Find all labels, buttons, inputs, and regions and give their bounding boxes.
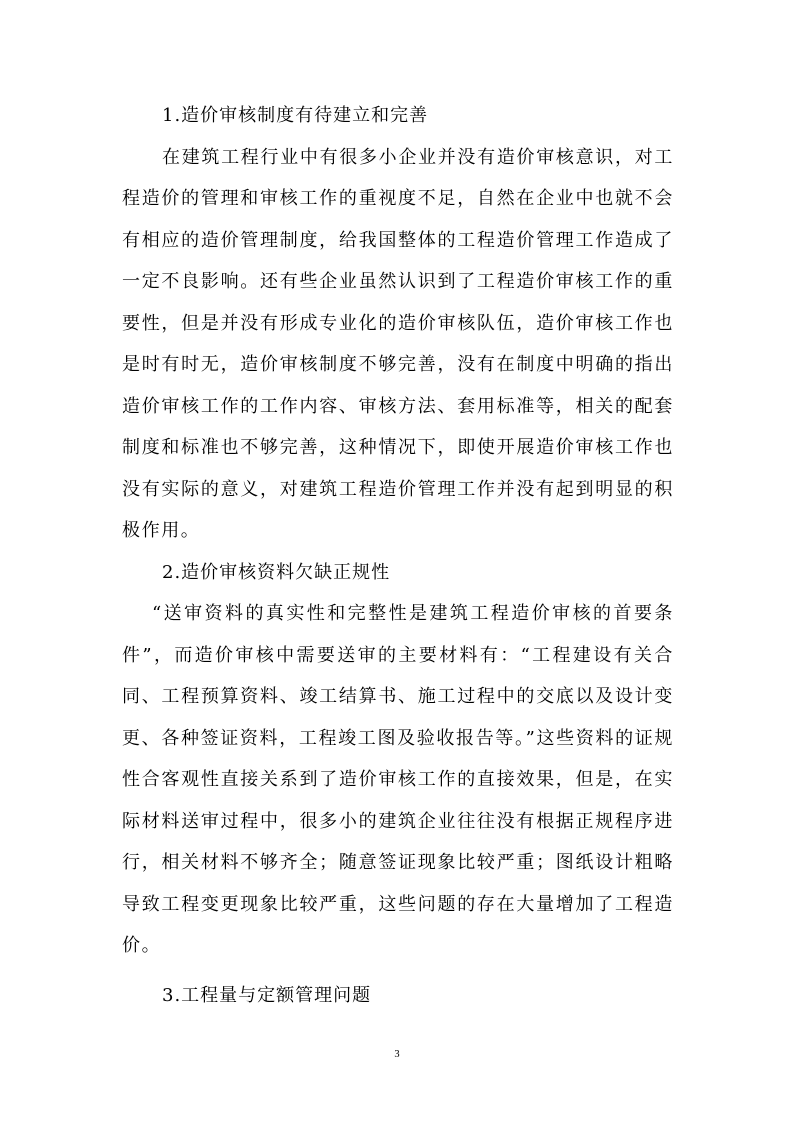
section-heading-1: 1.造价审核制度有待建立和完善: [162, 105, 429, 126]
section-heading-2: 2.造价审核资料欠缺正规性: [162, 561, 391, 583]
section-paragraph-2: “送审资料的真实性和完整性是建筑工程造价审核的首要条件”，而造价审核中需要送审的主要材料有：“工程建设有关合同、工程预算资料、竣工结算书、施工过程中的交底以及设计变更、各种签证资料，工程竣工图及验收报告等。”这些资料的证规性合客观性直接关系到了造价审核工作的直接效果，但是，在实际材料送审过程中，很多小的建筑企业往往没有根据正规程序进行，相关材料不够齐全；随意签证现象比较严重；图纸设计粗略导致工程变更现象比较严重，这些问题的存在大量增加了工程造价。: [122, 603, 674, 956]
page-body: [122, 95, 674, 1016]
section-paragraph-1: 在建筑工程行业中有很多小企业并没有造价审核意识，对工程造价的管理和审核工作的重视度不足，自然在企业中也就不会有相应的造价管理制度，给我国整体的工程造价管理工作造成了一定不良影响。还有些企业虽然认识到了工程造价审核工作的重要性，但是并没有形成专业化的造价审核队伍，造价审核工作也是时有时无，造价审核制度不够完善，没有在制度中明确的指出造价审核工作的工作内容、审核方法、套用标准等，相关的配套制度和标准也不够完善，这种情况下，即使开展造价审核工作也没有实际的意义，对建筑工程造价管理工作并没有起到明显的积极作用。: [122, 146, 674, 541]
page-number: 3: [394, 1049, 400, 1060]
section-heading-3: 3.工程量与定额管理问题: [162, 984, 372, 1006]
